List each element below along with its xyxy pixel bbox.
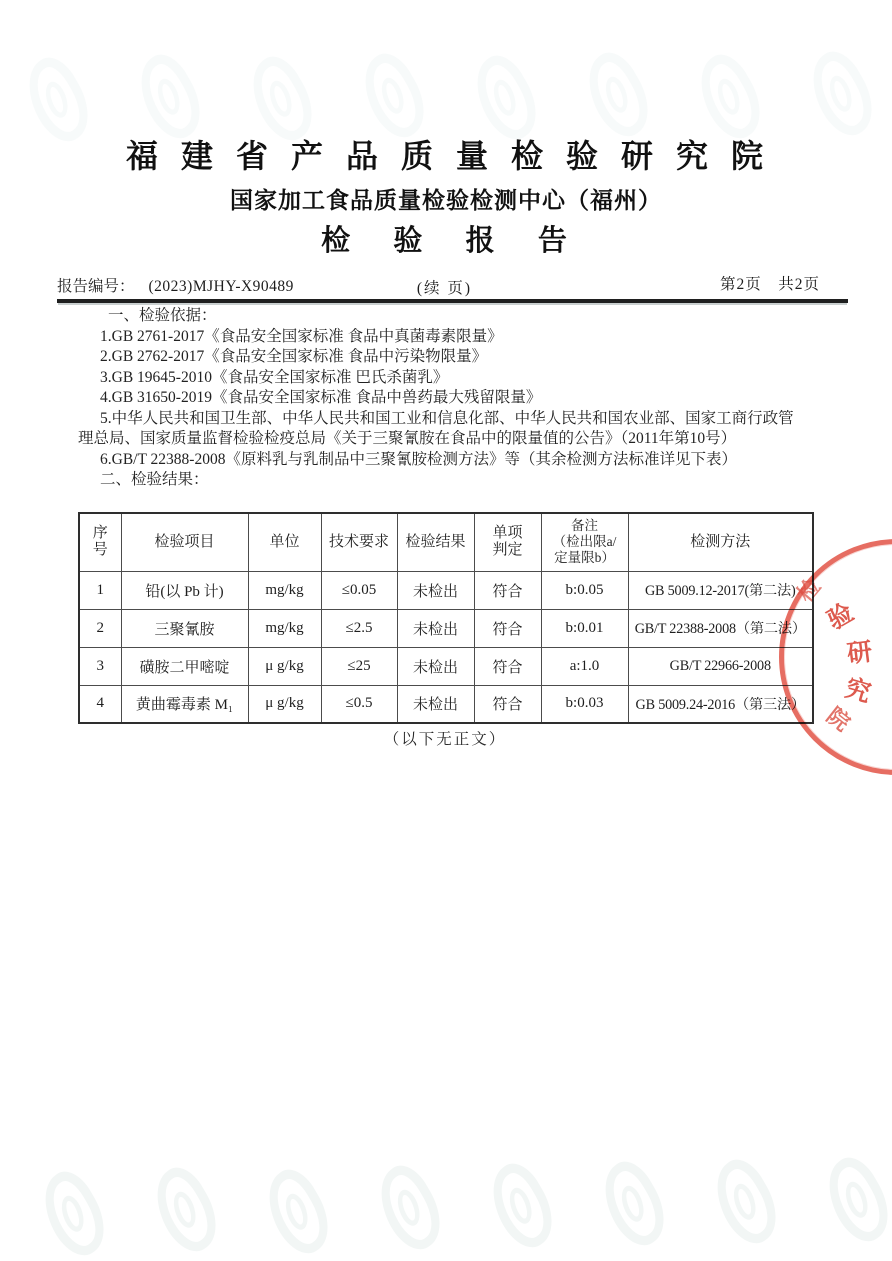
col-header-seq [79, 513, 121, 571]
no-more-text-note: （以下无正文） [383, 731, 507, 748]
scan-artifact [368, 1155, 451, 1260]
seal-char: 究 [842, 674, 874, 708]
cell-item: 黄曲霉毒素 M₁ [121, 685, 248, 723]
cell-result: 未检出 [397, 647, 474, 685]
basis-item: 4.GB 31650-2019《食品安全国家标准 食品中兽药最大残留限量》 [100, 389, 542, 406]
cell-item: 三聚氰胺 [121, 609, 248, 647]
header-rule [57, 299, 848, 303]
meta-row [57, 274, 832, 296]
report-no-label: 报告编号： [57, 278, 135, 295]
col-header-judgement [474, 513, 541, 571]
seal-char: 验 [823, 599, 859, 636]
cell-remark: b:0.05 [541, 571, 628, 609]
cell-remark: b:0.01 [541, 609, 628, 647]
table-row [79, 647, 813, 685]
results-table [78, 512, 814, 724]
cell-unit: mg/kg [248, 571, 321, 609]
cell-requirement: ≤0.5 [321, 685, 397, 723]
basis-heading: 一、检验依据： [108, 307, 217, 324]
scan-artifact [32, 1161, 115, 1261]
header-line: 号 [92, 542, 108, 559]
scan-artifact [144, 1157, 227, 1261]
cell-seq: 2 [79, 609, 121, 647]
center-name: 国家加工食品质量检验检测中心（福州） [230, 188, 662, 213]
col-header-result [397, 513, 474, 571]
header-line: 单位 [269, 533, 300, 550]
col-header-item [121, 513, 248, 571]
table-row [79, 571, 813, 609]
cell-seq: 4 [79, 685, 121, 723]
cell-item: 磺胺二甲嘧啶 [121, 647, 248, 685]
scan-artifact [480, 1153, 563, 1258]
cell-item: 铅(以 Pb 计) [121, 571, 248, 609]
seal-char: 院 [822, 702, 855, 736]
cell-judgement: 符合 [474, 685, 541, 723]
cell-requirement: ≤0.05 [321, 571, 397, 609]
cell-remark: b:0.03 [541, 685, 628, 723]
report-no-value: (2023)MJHY-X90489 [148, 278, 294, 295]
cell-unit: μ g/kg [248, 647, 321, 685]
header-line: 单项 [492, 524, 523, 541]
cell-method: GB 5009.12-2017(第二法) [628, 571, 813, 609]
basis-section [78, 306, 850, 491]
header-line: 检验结果 [405, 533, 466, 550]
header-line: 序 [92, 524, 108, 541]
basis-item: 6.GB/T 22388-2008《原料乳与乳制品中三聚氰胺检测方法》等（其余检测方法标准详见下表） [100, 450, 737, 468]
cell-remark: a:1.0 [541, 647, 628, 685]
report-title: 检 验 报 告 [321, 225, 571, 257]
header-line: 定量限b） [554, 550, 615, 566]
header-line: 检验项目 [154, 533, 215, 550]
header-line: 技术要求 [328, 533, 389, 550]
col-header-requirement [321, 513, 397, 571]
seal-char: 研 [845, 638, 874, 669]
header-line: 检测方法 [690, 533, 751, 550]
scan-artifact [816, 1147, 892, 1252]
cell-judgement: 符合 [474, 609, 541, 647]
institute-name: 福 建 省 产 品 质 量 检 验 研 究 院 [125, 138, 766, 174]
seal-char: 检 [792, 573, 826, 607]
scan-artifact [704, 1149, 787, 1254]
cell-requirement: ≤25 [321, 647, 397, 685]
continuation-label: (续 页) [416, 280, 473, 297]
basis-item: 1.GB 2761-2017《食品安全国家标准 食品中真菌毒素限量》 [100, 327, 503, 345]
table-row [79, 609, 813, 647]
scan-artifact [256, 1159, 339, 1261]
scan-artifact [592, 1151, 675, 1256]
cell-judgement: 符合 [474, 647, 541, 685]
basis-item: 5.中华人民共和国卫生部、中华人民共和国工业和信息化部、中华人民共和国农业部、国家工商行政管理总局、国家质量监督检验检疫总局《关于三聚氰胺在食品中的限量值的公告》（2011年第10号） [78, 409, 794, 447]
cell-result: 未检出 [397, 609, 474, 647]
cell-result: 未检出 [397, 571, 474, 609]
results-heading: 二、检验结果： [100, 471, 209, 488]
cell-judgement: 符合 [474, 571, 541, 609]
col-header-method [628, 513, 813, 571]
cell-method: GB/T 22966-2008 [628, 647, 813, 685]
col-header-remark [541, 513, 628, 571]
header-line: （检出限a/ [552, 534, 617, 550]
col-header-unit [248, 513, 321, 571]
cell-result: 未检出 [397, 685, 474, 723]
cell-unit: mg/kg [248, 609, 321, 647]
header-line: 判定 [492, 542, 523, 559]
page-indicator: 第2页 共2页 [719, 276, 820, 293]
basis-item: 3.GB 19645-2010《食品安全国家标准 巴氏杀菌乳》 [100, 368, 449, 386]
table-row [79, 685, 813, 723]
cell-method: GB 5009.24-2016（第三法） [628, 685, 813, 723]
cell-seq: 1 [79, 571, 121, 609]
cell-method: GB/T 22388-2008（第二法） [628, 609, 813, 647]
cell-seq: 3 [79, 647, 121, 685]
cell-requirement: ≤2.5 [321, 609, 397, 647]
table-header-row [79, 513, 813, 571]
basis-item: 2.GB 2762-2017《食品安全国家标准 食品中污染物限量》 [100, 348, 488, 365]
cell-unit: μ g/kg [248, 685, 321, 723]
header-line: 备注 [571, 518, 598, 534]
